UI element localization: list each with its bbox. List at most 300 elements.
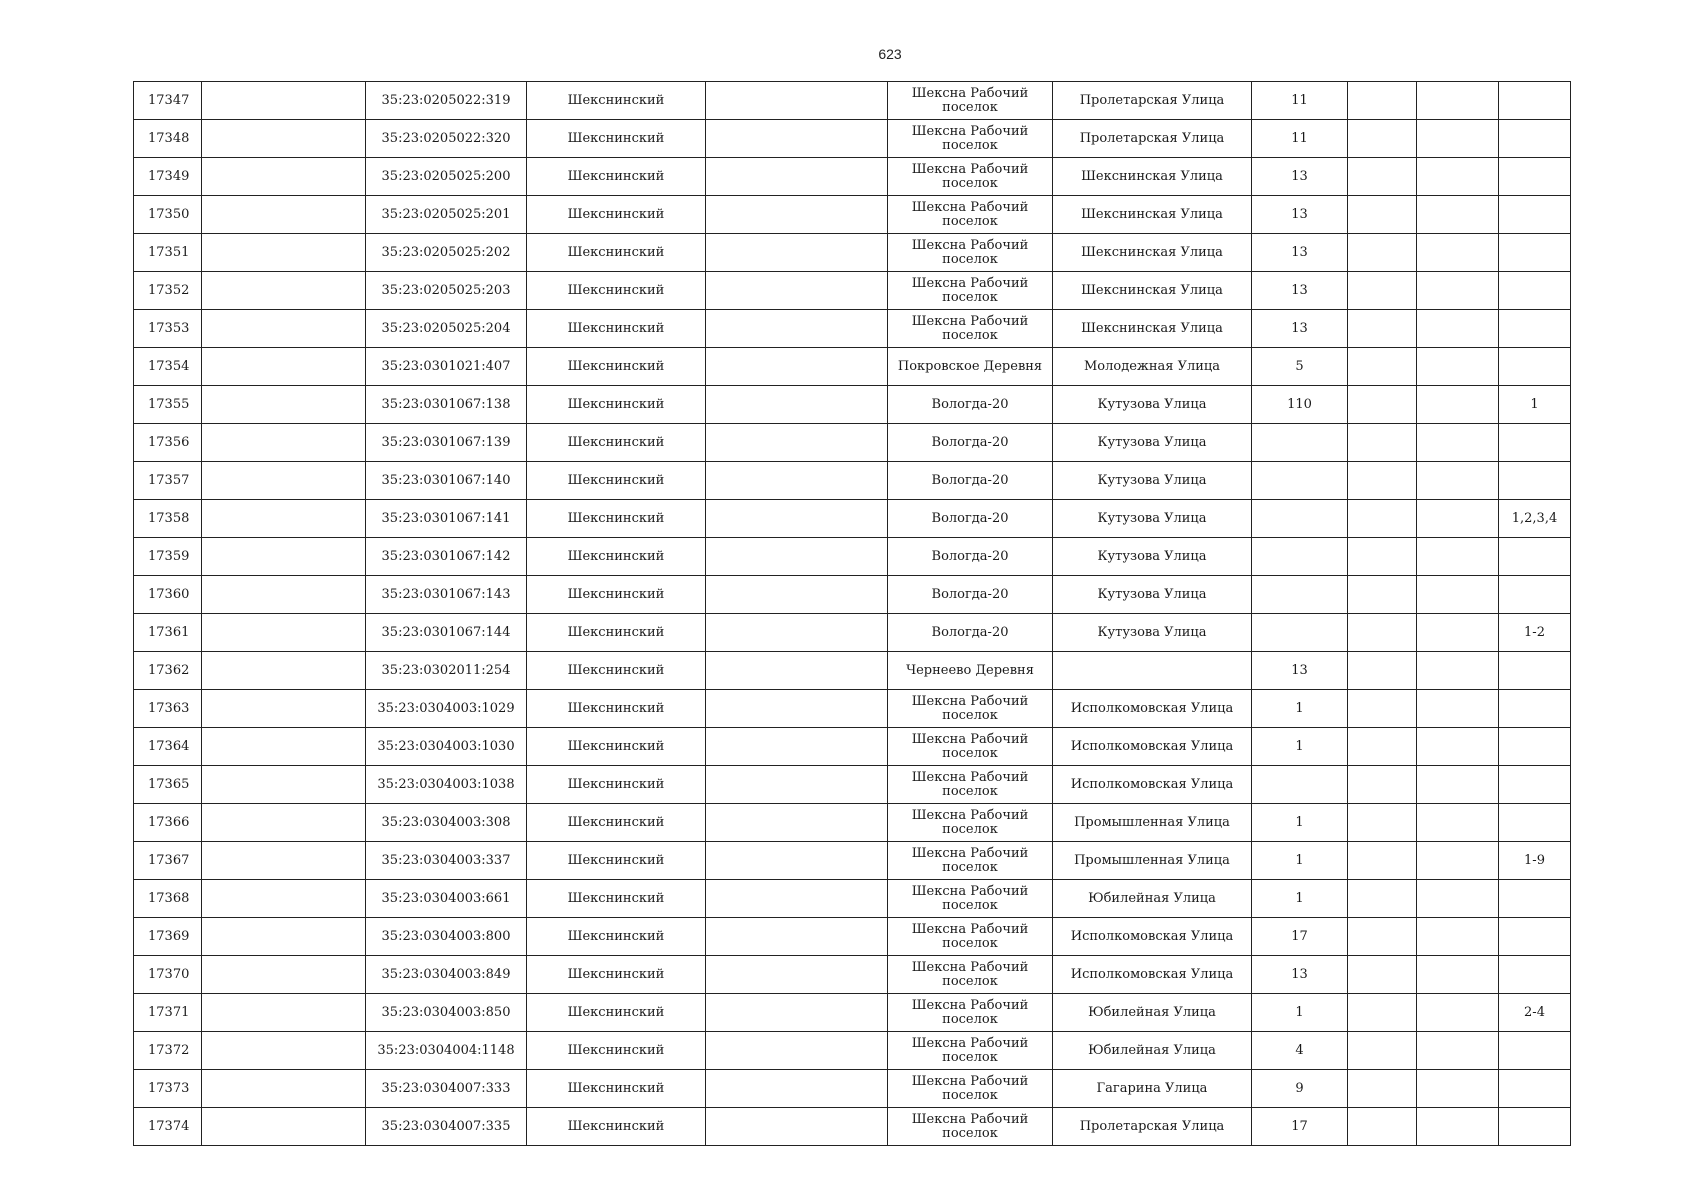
empty-cell (1417, 576, 1499, 614)
settlement-cell: Шексна Рабочий поселок (888, 120, 1053, 158)
registry-body (134, 82, 1571, 1146)
table-row (134, 462, 1571, 500)
empty-cell (1348, 1032, 1417, 1070)
empty-cell (1348, 766, 1417, 804)
empty-cell (1417, 804, 1499, 842)
district-cell: Шекснинский (527, 880, 706, 918)
cadastral-number-cell: 35:23:0304003:661 (366, 880, 527, 918)
street-cell: Гагарина Улица (1053, 1070, 1252, 1108)
empty-cell (1348, 500, 1417, 538)
empty-cell (1348, 82, 1417, 120)
house-number-cell: 9 (1252, 1070, 1348, 1108)
empty-cell (1348, 462, 1417, 500)
street-cell: Юбилейная Улица (1053, 1032, 1252, 1070)
house-number-cell: 110 (1252, 386, 1348, 424)
row-number-cell: 17361 (134, 614, 202, 652)
apartment-cell (1499, 272, 1571, 310)
cadastral-number-cell: 35:23:0304003:800 (366, 918, 527, 956)
table-row (134, 538, 1571, 576)
table-row (134, 728, 1571, 766)
table-row (134, 196, 1571, 234)
apartment-cell (1499, 652, 1571, 690)
empty-cell (202, 614, 366, 652)
house-number-cell: 1 (1252, 880, 1348, 918)
cadastral-number-cell: 35:23:0304003:850 (366, 994, 527, 1032)
empty-cell (706, 576, 888, 614)
street-cell: Шекснинская Улица (1053, 158, 1252, 196)
empty-cell (202, 728, 366, 766)
street-cell: Юбилейная Улица (1053, 880, 1252, 918)
district-cell: Шекснинский (527, 158, 706, 196)
street-cell: Шекснинская Улица (1053, 234, 1252, 272)
apartment-cell: 1-9 (1499, 842, 1571, 880)
apartment-cell (1499, 234, 1571, 272)
cadastral-number-cell: 35:23:0301067:141 (366, 500, 527, 538)
registry-table (133, 81, 1571, 1146)
cadastral-number-cell: 35:23:0301067:140 (366, 462, 527, 500)
empty-cell (706, 386, 888, 424)
district-cell: Шекснинский (527, 538, 706, 576)
settlement-cell: Шексна Рабочий поселок (888, 994, 1053, 1032)
table-row (134, 310, 1571, 348)
empty-cell (202, 842, 366, 880)
table-row (134, 272, 1571, 310)
settlement-cell: Вологда-20 (888, 462, 1053, 500)
empty-cell (202, 348, 366, 386)
street-cell: Кутузова Улица (1053, 538, 1252, 576)
district-cell: Шекснинский (527, 766, 706, 804)
table-row (134, 652, 1571, 690)
table-row (134, 1070, 1571, 1108)
empty-cell (202, 918, 366, 956)
cadastral-number-cell: 35:23:0301067:142 (366, 538, 527, 576)
row-number-cell: 17349 (134, 158, 202, 196)
district-cell: Шекснинский (527, 728, 706, 766)
district-cell: Шекснинский (527, 272, 706, 310)
table-row (134, 1032, 1571, 1070)
empty-cell (1348, 842, 1417, 880)
empty-cell (1348, 728, 1417, 766)
row-number-cell: 17374 (134, 1108, 202, 1146)
settlement-cell: Шексна Рабочий поселок (888, 272, 1053, 310)
settlement-cell: Шексна Рабочий поселок (888, 842, 1053, 880)
apartment-cell (1499, 424, 1571, 462)
house-number-cell (1252, 766, 1348, 804)
empty-cell (1417, 386, 1499, 424)
settlement-cell: Шексна Рабочий поселок (888, 690, 1053, 728)
house-number-cell (1252, 462, 1348, 500)
street-cell: Кутузова Улица (1053, 500, 1252, 538)
empty-cell (706, 690, 888, 728)
district-cell: Шекснинский (527, 1070, 706, 1108)
apartment-cell (1499, 1070, 1571, 1108)
empty-cell (706, 348, 888, 386)
district-cell: Шекснинский (527, 234, 706, 272)
empty-cell (1417, 1032, 1499, 1070)
table-row (134, 842, 1571, 880)
street-cell: Шекснинская Улица (1053, 310, 1252, 348)
settlement-cell: Вологда-20 (888, 424, 1053, 462)
table-row (134, 766, 1571, 804)
empty-cell (1348, 652, 1417, 690)
empty-cell (202, 766, 366, 804)
cadastral-number-cell: 35:23:0301067:144 (366, 614, 527, 652)
cadastral-number-cell: 35:23:0304003:1029 (366, 690, 527, 728)
empty-cell (1417, 880, 1499, 918)
empty-cell (706, 310, 888, 348)
empty-cell (1348, 994, 1417, 1032)
apartment-cell (1499, 310, 1571, 348)
empty-cell (1417, 690, 1499, 728)
district-cell: Шекснинский (527, 994, 706, 1032)
empty-cell (1417, 272, 1499, 310)
apartment-cell (1499, 918, 1571, 956)
apartment-cell: 2-4 (1499, 994, 1571, 1032)
empty-cell (706, 424, 888, 462)
cadastral-number-cell: 35:23:0301067:139 (366, 424, 527, 462)
row-number-cell: 17368 (134, 880, 202, 918)
table-row (134, 614, 1571, 652)
empty-cell (1348, 956, 1417, 994)
cadastral-number-cell: 35:23:0301067:138 (366, 386, 527, 424)
row-number-cell: 17354 (134, 348, 202, 386)
table-row (134, 690, 1571, 728)
settlement-cell: Шексна Рабочий поселок (888, 310, 1053, 348)
empty-cell (706, 1032, 888, 1070)
settlement-cell: Покровское Деревня (888, 348, 1053, 386)
district-cell: Шекснинский (527, 1032, 706, 1070)
street-cell: Исполкомовская Улица (1053, 690, 1252, 728)
house-number-cell (1252, 500, 1348, 538)
cadastral-number-cell: 35:23:0205025:202 (366, 234, 527, 272)
settlement-cell: Шексна Рабочий поселок (888, 766, 1053, 804)
row-number-cell: 17370 (134, 956, 202, 994)
house-number-cell: 13 (1252, 956, 1348, 994)
cadastral-number-cell: 35:23:0304003:849 (366, 956, 527, 994)
empty-cell (202, 804, 366, 842)
street-cell: Кутузова Улица (1053, 576, 1252, 614)
apartment-cell (1499, 880, 1571, 918)
apartment-cell: 1,2,3,4 (1499, 500, 1571, 538)
row-number-cell: 17356 (134, 424, 202, 462)
page-number: 623 (878, 46, 902, 62)
empty-cell (202, 82, 366, 120)
empty-cell (202, 424, 366, 462)
row-number-cell: 17373 (134, 1070, 202, 1108)
row-number-cell: 17353 (134, 310, 202, 348)
table-row (134, 994, 1571, 1032)
empty-cell (202, 1070, 366, 1108)
empty-cell (1417, 462, 1499, 500)
street-cell: Пролетарская Улица (1053, 120, 1252, 158)
apartment-cell (1499, 804, 1571, 842)
settlement-cell: Шексна Рабочий поселок (888, 804, 1053, 842)
house-number-cell (1252, 538, 1348, 576)
empty-cell (1417, 82, 1499, 120)
apartment-cell (1499, 196, 1571, 234)
cadastral-number-cell: 35:23:0304003:337 (366, 842, 527, 880)
cadastral-number-cell: 35:23:0205022:319 (366, 82, 527, 120)
empty-cell (202, 234, 366, 272)
empty-cell (202, 1032, 366, 1070)
empty-cell (1417, 842, 1499, 880)
cadastral-number-cell: 35:23:0205025:200 (366, 158, 527, 196)
empty-cell (1417, 158, 1499, 196)
cadastral-number-cell: 35:23:0205022:320 (366, 120, 527, 158)
row-number-cell: 17348 (134, 120, 202, 158)
district-cell: Шекснинский (527, 424, 706, 462)
empty-cell (1348, 1108, 1417, 1146)
cadastral-number-cell: 35:23:0301067:143 (366, 576, 527, 614)
cadastral-number-cell: 35:23:0304007:333 (366, 1070, 527, 1108)
street-cell: Исполкомовская Улица (1053, 728, 1252, 766)
empty-cell (202, 994, 366, 1032)
settlement-cell: Шексна Рабочий поселок (888, 880, 1053, 918)
empty-cell (706, 728, 888, 766)
apartment-cell (1499, 690, 1571, 728)
empty-cell (202, 956, 366, 994)
empty-cell (1417, 120, 1499, 158)
row-number-cell: 17355 (134, 386, 202, 424)
settlement-cell: Шексна Рабочий поселок (888, 728, 1053, 766)
district-cell: Шекснинский (527, 82, 706, 120)
row-number-cell: 17352 (134, 272, 202, 310)
table-row (134, 348, 1571, 386)
cadastral-number-cell: 35:23:0304003:308 (366, 804, 527, 842)
empty-cell (706, 1070, 888, 1108)
district-cell: Шекснинский (527, 956, 706, 994)
empty-cell (202, 310, 366, 348)
empty-cell (706, 196, 888, 234)
row-number-cell: 17369 (134, 918, 202, 956)
row-number-cell: 17347 (134, 82, 202, 120)
empty-cell (1417, 652, 1499, 690)
apartment-cell (1499, 728, 1571, 766)
empty-cell (202, 462, 366, 500)
empty-cell (706, 766, 888, 804)
apartment-cell (1499, 348, 1571, 386)
street-cell: Пролетарская Улица (1053, 1108, 1252, 1146)
row-number-cell: 17362 (134, 652, 202, 690)
empty-cell (1348, 234, 1417, 272)
apartment-cell (1499, 1032, 1571, 1070)
district-cell: Шекснинский (527, 1108, 706, 1146)
street-cell: Кутузова Улица (1053, 386, 1252, 424)
apartment-cell (1499, 120, 1571, 158)
table-row (134, 1108, 1571, 1146)
settlement-cell: Шексна Рабочий поселок (888, 1070, 1053, 1108)
house-number-cell: 13 (1252, 234, 1348, 272)
street-cell: Исполкомовская Улица (1053, 766, 1252, 804)
house-number-cell: 17 (1252, 1108, 1348, 1146)
house-number-cell: 1 (1252, 994, 1348, 1032)
empty-cell (1417, 234, 1499, 272)
empty-cell (202, 196, 366, 234)
empty-cell (706, 158, 888, 196)
district-cell: Шекснинский (527, 690, 706, 728)
apartment-cell (1499, 538, 1571, 576)
house-number-cell: 13 (1252, 652, 1348, 690)
cadastral-number-cell: 35:23:0205025:201 (366, 196, 527, 234)
street-cell: Пролетарская Улица (1053, 82, 1252, 120)
street-cell: Кутузова Улица (1053, 424, 1252, 462)
settlement-cell: Шексна Рабочий поселок (888, 1032, 1053, 1070)
street-cell (1053, 652, 1252, 690)
empty-cell (1417, 766, 1499, 804)
table-row (134, 804, 1571, 842)
street-cell: Кутузова Улица (1053, 614, 1252, 652)
settlement-cell: Вологда-20 (888, 576, 1053, 614)
empty-cell (1417, 500, 1499, 538)
settlement-cell: Шексна Рабочий поселок (888, 918, 1053, 956)
empty-cell (706, 994, 888, 1032)
district-cell: Шекснинский (527, 386, 706, 424)
district-cell: Шекснинский (527, 310, 706, 348)
apartment-cell (1499, 158, 1571, 196)
settlement-cell: Вологда-20 (888, 538, 1053, 576)
empty-cell (202, 880, 366, 918)
street-cell: Шекснинская Улица (1053, 196, 1252, 234)
empty-cell (202, 500, 366, 538)
empty-cell (1417, 728, 1499, 766)
empty-cell (1417, 956, 1499, 994)
empty-cell (1348, 310, 1417, 348)
district-cell: Шекснинский (527, 804, 706, 842)
empty-cell (202, 652, 366, 690)
street-cell: Кутузова Улица (1053, 462, 1252, 500)
house-number-cell (1252, 576, 1348, 614)
house-number-cell: 1 (1252, 690, 1348, 728)
empty-cell (706, 82, 888, 120)
empty-cell (706, 500, 888, 538)
empty-cell (1348, 120, 1417, 158)
cadastral-number-cell: 35:23:0301021:407 (366, 348, 527, 386)
table-row (134, 82, 1571, 120)
street-cell: Молодежная Улица (1053, 348, 1252, 386)
house-number-cell: 1 (1252, 728, 1348, 766)
empty-cell (706, 538, 888, 576)
empty-cell (1348, 538, 1417, 576)
district-cell: Шекснинский (527, 918, 706, 956)
empty-cell (706, 1108, 888, 1146)
table-row (134, 576, 1571, 614)
empty-cell (706, 614, 888, 652)
empty-cell (1348, 918, 1417, 956)
apartment-cell (1499, 1108, 1571, 1146)
district-cell: Шекснинский (527, 842, 706, 880)
empty-cell (1417, 424, 1499, 462)
row-number-cell: 17372 (134, 1032, 202, 1070)
empty-cell (202, 120, 366, 158)
apartment-cell: 1-2 (1499, 614, 1571, 652)
district-cell: Шекснинский (527, 652, 706, 690)
cadastral-number-cell: 35:23:0304004:1148 (366, 1032, 527, 1070)
empty-cell (706, 652, 888, 690)
cadastral-number-cell: 35:23:0302011:254 (366, 652, 527, 690)
table-row (134, 956, 1571, 994)
empty-cell (1348, 424, 1417, 462)
street-cell: Промышленная Улица (1053, 842, 1252, 880)
empty-cell (1348, 272, 1417, 310)
empty-cell (706, 804, 888, 842)
empty-cell (1348, 804, 1417, 842)
empty-cell (202, 576, 366, 614)
district-cell: Шекснинский (527, 462, 706, 500)
house-number-cell: 11 (1252, 82, 1348, 120)
apartment-cell (1499, 766, 1571, 804)
cadastral-number-cell: 35:23:0304007:335 (366, 1108, 527, 1146)
district-cell: Шекснинский (527, 500, 706, 538)
row-number-cell: 17365 (134, 766, 202, 804)
settlement-cell: Вологда-20 (888, 386, 1053, 424)
empty-cell (1348, 576, 1417, 614)
empty-cell (202, 386, 366, 424)
row-number-cell: 17367 (134, 842, 202, 880)
empty-cell (1348, 158, 1417, 196)
empty-cell (1348, 614, 1417, 652)
house-number-cell: 1 (1252, 804, 1348, 842)
table-row (134, 386, 1571, 424)
settlement-cell: Шексна Рабочий поселок (888, 956, 1053, 994)
empty-cell (1348, 348, 1417, 386)
house-number-cell (1252, 424, 1348, 462)
empty-cell (1417, 538, 1499, 576)
street-cell: Шекснинская Улица (1053, 272, 1252, 310)
settlement-cell: Шексна Рабочий поселок (888, 82, 1053, 120)
table-row (134, 234, 1571, 272)
empty-cell (202, 538, 366, 576)
table-row (134, 120, 1571, 158)
empty-cell (1348, 196, 1417, 234)
empty-cell (1417, 614, 1499, 652)
row-number-cell: 17366 (134, 804, 202, 842)
empty-cell (1417, 310, 1499, 348)
district-cell: Шекснинский (527, 196, 706, 234)
district-cell: Шекснинский (527, 576, 706, 614)
district-cell: Шекснинский (527, 614, 706, 652)
table-row (134, 880, 1571, 918)
table-row (134, 500, 1571, 538)
settlement-cell: Шексна Рабочий поселок (888, 234, 1053, 272)
empty-cell (1348, 690, 1417, 728)
street-cell: Исполкомовская Улица (1053, 956, 1252, 994)
row-number-cell: 17350 (134, 196, 202, 234)
house-number-cell: 13 (1252, 310, 1348, 348)
table-row (134, 158, 1571, 196)
apartment-cell (1499, 576, 1571, 614)
street-cell: Юбилейная Улица (1053, 994, 1252, 1032)
cadastral-number-cell: 35:23:0205025:203 (366, 272, 527, 310)
empty-cell (706, 880, 888, 918)
row-number-cell: 17357 (134, 462, 202, 500)
empty-cell (706, 234, 888, 272)
apartment-cell (1499, 82, 1571, 120)
empty-cell (1348, 1070, 1417, 1108)
house-number-cell: 1 (1252, 842, 1348, 880)
empty-cell (1417, 196, 1499, 234)
apartment-cell (1499, 462, 1571, 500)
row-number-cell: 17364 (134, 728, 202, 766)
row-number-cell: 17358 (134, 500, 202, 538)
empty-cell (202, 690, 366, 728)
empty-cell (706, 462, 888, 500)
empty-cell (1417, 1070, 1499, 1108)
empty-cell (1348, 880, 1417, 918)
settlement-cell: Вологда-20 (888, 614, 1053, 652)
row-number-cell: 17351 (134, 234, 202, 272)
cadastral-number-cell: 35:23:0205025:204 (366, 310, 527, 348)
settlement-cell: Шексна Рабочий поселок (888, 1108, 1053, 1146)
